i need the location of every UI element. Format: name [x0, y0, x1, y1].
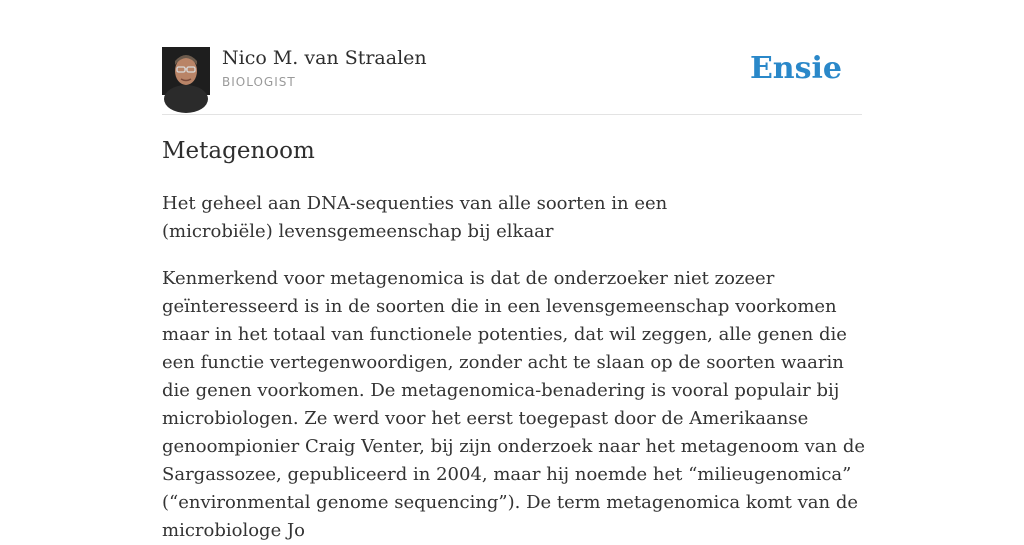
- entry-title: Metagenoom: [162, 138, 315, 164]
- avatar[interactable]: [162, 47, 210, 95]
- entry-body: Kenmerkend voor metagenomica is dat de onderzoeker niet zozeer geïnteresseerd is in de soorten die in een levensgemeenschap voorkomen maar in het totaal van functionele potenties, dat wil zeggen, alle genen die een functie vertegenwoordigen, zonder acht te slaan op de soorten waarin die genen voorkomen. De metagenomica-benadering is vooral populair bij microbiologen. Ze werd voor het eerst toegepast door de Amerikaanse genoompionier Craig Venter, bij zijn onderzoek naar het metagenoom van de Sargassozee, gepubliceerd in 2004, maar hij noemde het “milieugenomica” (“environmental genome sequencing”). De term metagenomica komt van de microbiologe Jo: [162, 268, 866, 541]
- author-portrait-icon: [162, 47, 210, 95]
- author-name[interactable]: Nico M. van Straalen: [222, 47, 427, 69]
- author-role: BIOLOGIST: [222, 75, 296, 89]
- brand-logo[interactable]: Ensie: [749, 51, 842, 86]
- entry-definition: Het geheel aan DNA-sequenties van alle soorten in een (microbiële) levensgemeenschap bij elkaar: [162, 193, 668, 242]
- entry-header: [162, 44, 862, 115]
